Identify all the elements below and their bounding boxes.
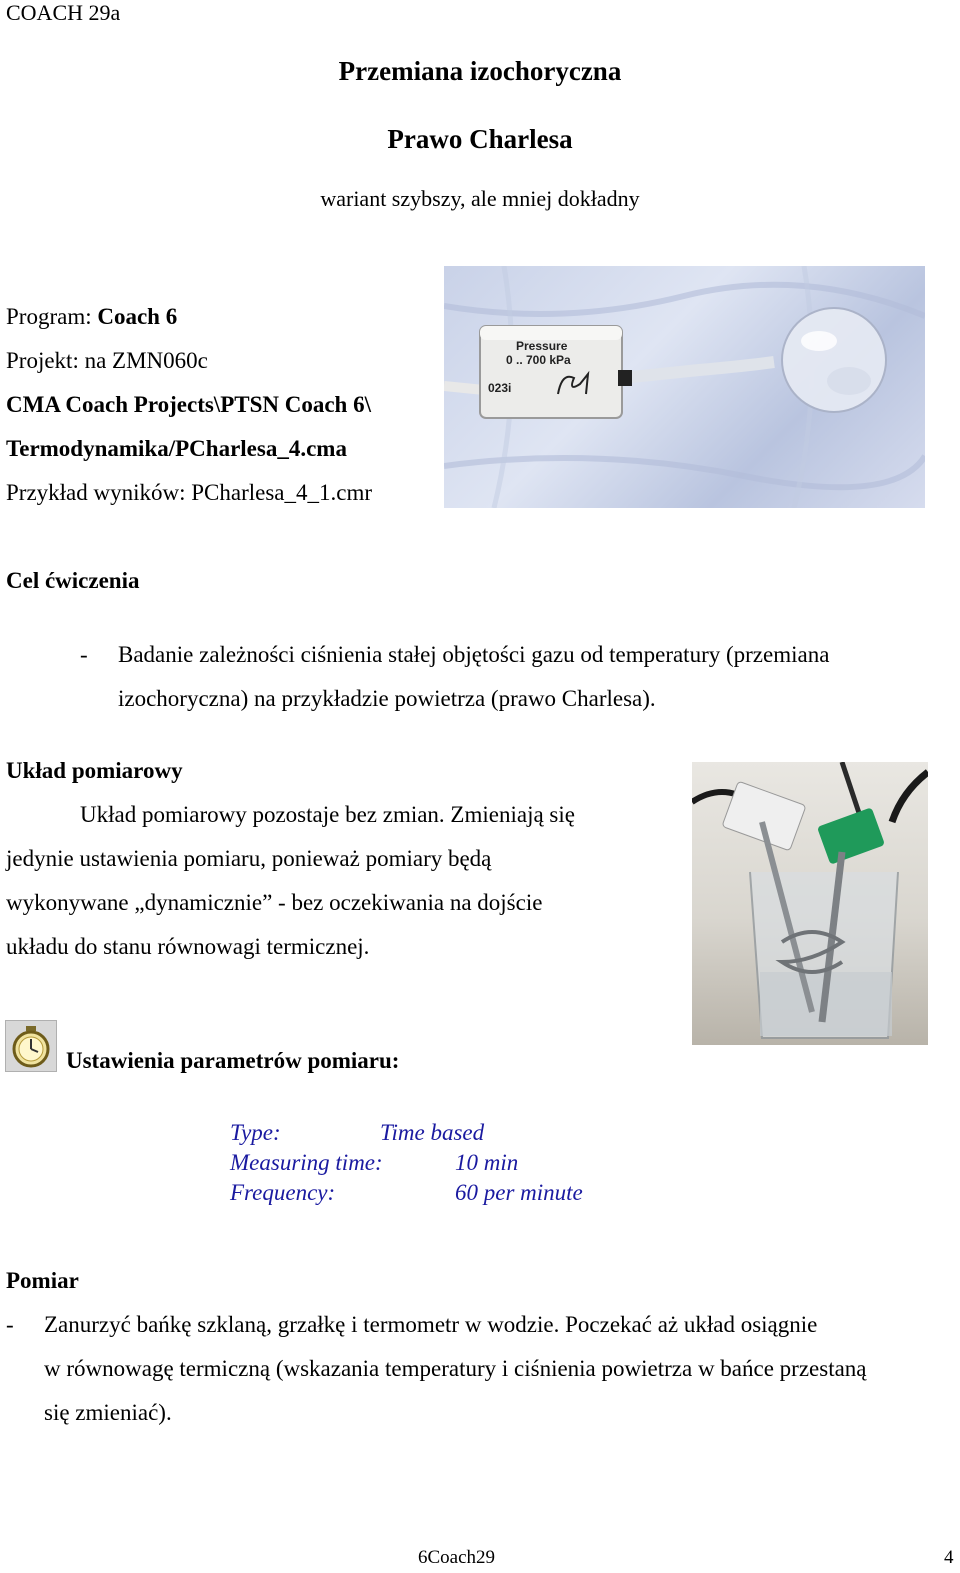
beaker-illustration <box>692 762 928 1045</box>
beaker-photo <box>692 762 928 1045</box>
sensor-code: 023i <box>488 381 512 395</box>
measure-line-2: w równowagę termiczną (wskazania temperatury i ciśnienia powietrza w bańce przestaną <box>44 1356 867 1381</box>
frequency-label: Frequency: <box>230 1180 336 1205</box>
example-line: Przykład wyników: PCharlesa_4_1.cmr <box>6 480 373 505</box>
measuring-time-label: Measuring time: <box>230 1150 383 1175</box>
document-header: COACH 29a <box>6 0 121 25</box>
stopwatch-icon[interactable] <box>5 1020 57 1072</box>
program-line <box>6 304 177 330</box>
measure-line-1: Zanurzyć bańkę szklaną, grzałkę i termometr w wodzie. Poczekać aż układ osiągnie <box>44 1312 818 1337</box>
setup-line-1: Układ pomiarowy pozostaje bez zmian. Zmieniają się <box>80 802 575 827</box>
main-title: Przemiana izochoryczna <box>338 56 622 86</box>
setup-line-3: wykonywane „dynamicznie” - bez oczekiwania na dojście <box>6 890 543 915</box>
second-title: Prawo Charlesa <box>387 124 573 154</box>
footer-code: 6Coach29 <box>418 1547 496 1568</box>
goal-dash: - <box>80 642 88 667</box>
measuring-time-value: 10 min <box>455 1150 519 1175</box>
sensor-label-1: Pressure <box>516 339 568 353</box>
sensor-label-2: 0 .. 700 kPa <box>506 353 571 367</box>
pressure-sensor-photo <box>444 266 925 508</box>
type-value: Time based <box>380 1120 485 1145</box>
page-number: 4 <box>944 1547 954 1568</box>
setup-heading: Układ pomiarowy <box>6 758 183 783</box>
params-heading: Ustawienia parametrów pomiaru: <box>66 1048 400 1073</box>
program-label: Program: <box>6 304 98 329</box>
goal-line-1: Badanie zależności ciśnienia stałej objętości gazu od temperatury (przemiana <box>118 642 830 667</box>
goal-line-2: izochoryczna) na przykładzie powietrza (prawo Charlesa). <box>118 686 656 711</box>
measure-line-3: się zmieniać). <box>44 1400 172 1425</box>
setup-line-2: jedynie ustawienia pomiaru, ponieważ pomiary będą <box>6 846 492 871</box>
type-label: Type: <box>230 1120 281 1145</box>
program-value: Coach 6 <box>97 304 178 329</box>
pressure-sensor-illustration <box>444 266 925 508</box>
project-line: Projekt: na ZMN060c <box>6 348 208 373</box>
measure-heading: Pomiar <box>6 1268 79 1293</box>
goal-heading: Cel ćwiczenia <box>6 568 140 593</box>
subtitle: wariant szybszy, ale mniej dokładny <box>320 186 640 211</box>
frequency-value: 60 per minute <box>455 1180 583 1205</box>
path-line-1: CMA Coach Projects\PTSN Coach 6\ <box>6 392 371 417</box>
setup-line-4: układu do stanu równowagi termicznej. <box>6 934 370 959</box>
path-line-2: Termodynamika/PCharlesa_4.cma <box>6 436 347 461</box>
measure-dash: - <box>6 1312 14 1337</box>
